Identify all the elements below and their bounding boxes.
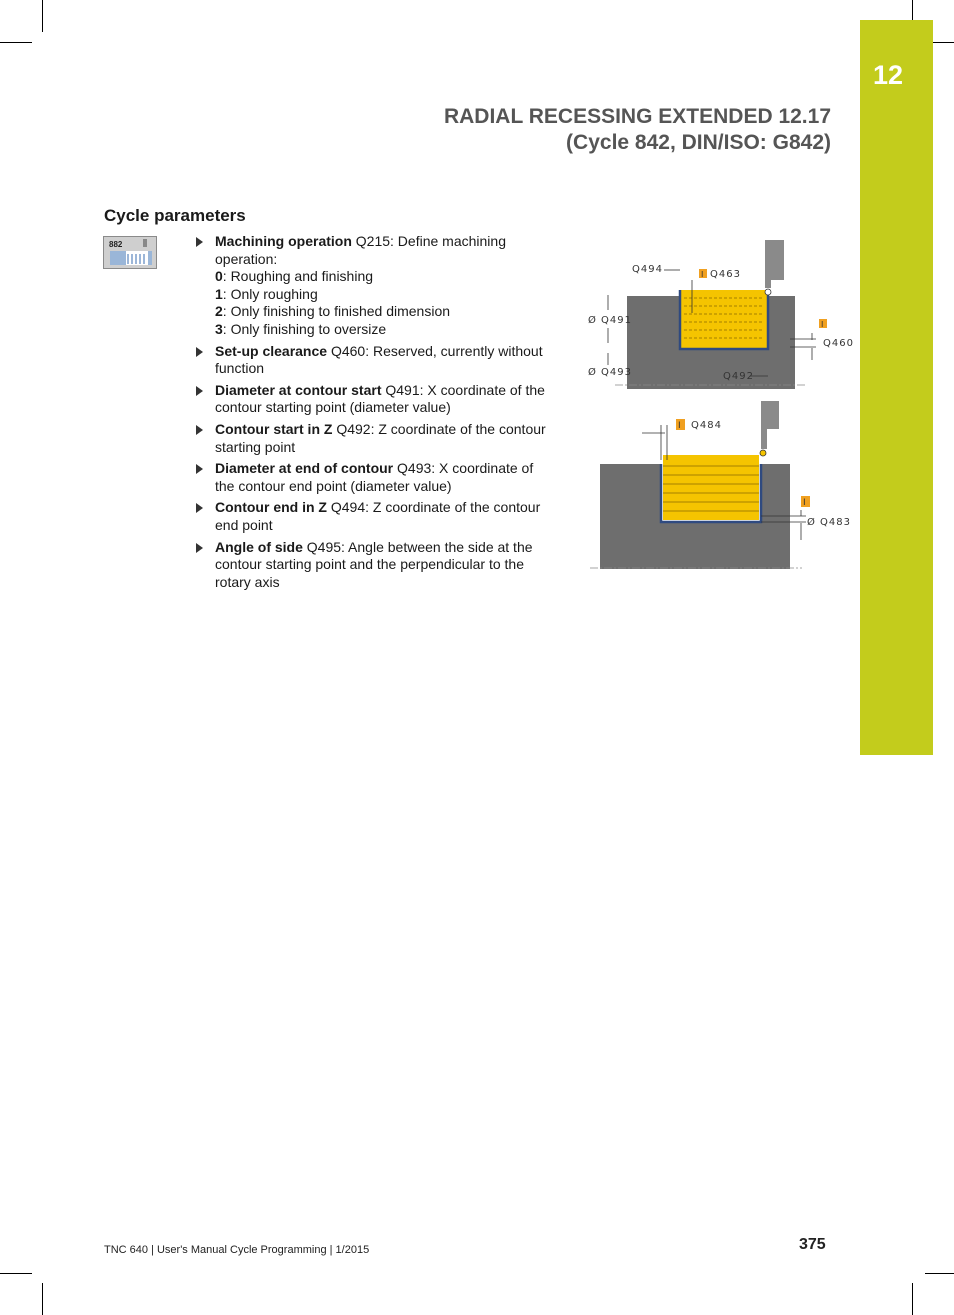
list-item bbox=[196, 460, 556, 495]
bullet-arrow-icon bbox=[196, 347, 203, 357]
title-line-2: (Cycle 842, DIN/ISO: G842) bbox=[566, 131, 831, 154]
top-diagram bbox=[588, 240, 854, 389]
bullet-arrow-icon bbox=[196, 425, 203, 435]
badge-q483-text: I bbox=[803, 498, 807, 508]
label-q492: Q492 bbox=[723, 371, 754, 382]
badge-q463-text: I bbox=[701, 270, 705, 279]
start-point-bottom bbox=[760, 450, 766, 456]
crop-mark bbox=[42, 0, 43, 32]
label-q483: Ø Q483 bbox=[807, 517, 852, 528]
page-number: 375 bbox=[799, 1236, 826, 1253]
start-point bbox=[765, 289, 771, 295]
bullet-arrow-icon bbox=[196, 237, 203, 247]
crop-mark bbox=[925, 1273, 954, 1274]
param-desc: Q460: Reserved, currently without function bbox=[215, 342, 543, 377]
crop-mark bbox=[0, 42, 32, 43]
chapter-tab bbox=[860, 20, 933, 755]
bottom-diagram bbox=[590, 401, 851, 569]
parameter-list bbox=[196, 233, 556, 595]
label-q484: Q484 bbox=[691, 420, 722, 431]
param-desc: Q493: X coordinate of the contour end point (diameter value) bbox=[215, 460, 534, 494]
param-option: 1: Only roughing bbox=[215, 285, 318, 302]
label-q491: Ø Q491 bbox=[588, 315, 633, 326]
crop-mark bbox=[0, 1273, 32, 1274]
tool-tip bbox=[765, 270, 771, 288]
param-name: Set-up clearance bbox=[215, 342, 328, 359]
param-name: Contour start in Z bbox=[215, 420, 333, 437]
list-item bbox=[196, 343, 556, 378]
param-desc: Q491: X coordinate of the contour starting point (diameter value) bbox=[215, 381, 545, 416]
crop-mark bbox=[912, 0, 913, 20]
list-item bbox=[196, 539, 556, 592]
list-item bbox=[196, 382, 556, 417]
param-name: Diameter at end of contour bbox=[215, 460, 394, 477]
crop-mark bbox=[42, 1283, 43, 1315]
bullet-arrow-icon bbox=[196, 503, 203, 513]
param-desc: Q495: Angle between the side at the contour starting point and the perpendicular to the rotary axis bbox=[215, 538, 533, 590]
param-name: Angle of side bbox=[215, 538, 303, 555]
param-option: 3: Only finishing to oversize bbox=[215, 320, 387, 337]
param-name: Machining operation bbox=[215, 233, 352, 249]
softkey-label: 882 bbox=[109, 240, 123, 249]
label-q493: Ø Q493 bbox=[588, 367, 633, 378]
param-desc: Q215: Define machining operation: bbox=[215, 233, 506, 267]
chapter-number: 12 bbox=[873, 60, 904, 90]
tool-holder-bottom bbox=[761, 401, 779, 429]
recess-fill bbox=[681, 290, 767, 348]
param-desc: Q494: Z coordinate of the contour end point bbox=[215, 499, 541, 533]
tool-tip-bottom bbox=[761, 425, 767, 449]
title-line-1: RADIAL RECESSING EXTENDED 12.17 bbox=[443, 105, 831, 128]
badge-q484-text: I bbox=[678, 421, 682, 431]
list-item bbox=[196, 421, 556, 456]
label-q494: Q494 bbox=[632, 264, 663, 275]
param-desc: Q492: Z coordinate of the contour starting point bbox=[215, 420, 546, 455]
param-option: 2: Only finishing to finished dimension bbox=[215, 303, 451, 320]
list-item bbox=[196, 233, 556, 339]
bullet-arrow-icon bbox=[196, 386, 203, 396]
label-q460: Q460 bbox=[823, 338, 854, 349]
bullet-arrow-icon bbox=[196, 464, 203, 474]
param-name: Diameter at contour start bbox=[215, 381, 382, 398]
crop-mark bbox=[912, 1283, 913, 1315]
recess-fill-bottom bbox=[663, 455, 759, 520]
cycle-softkey-icon bbox=[103, 236, 157, 269]
bullet-arrow-icon bbox=[196, 543, 203, 553]
param-name: Contour end in Z bbox=[215, 499, 327, 516]
list-item bbox=[196, 499, 556, 534]
param-option: 0: Roughing and finishing bbox=[215, 268, 374, 285]
page-title bbox=[444, 104, 831, 156]
section-heading: Cycle parameters bbox=[104, 206, 246, 225]
label-q463: Q463 bbox=[710, 269, 741, 280]
badge-q460-text: I bbox=[821, 320, 825, 329]
footer-text: TNC 640 | User's Manual Cycle Programming | 1/2015 bbox=[104, 1244, 370, 1256]
recess-diagram bbox=[580, 235, 860, 580]
